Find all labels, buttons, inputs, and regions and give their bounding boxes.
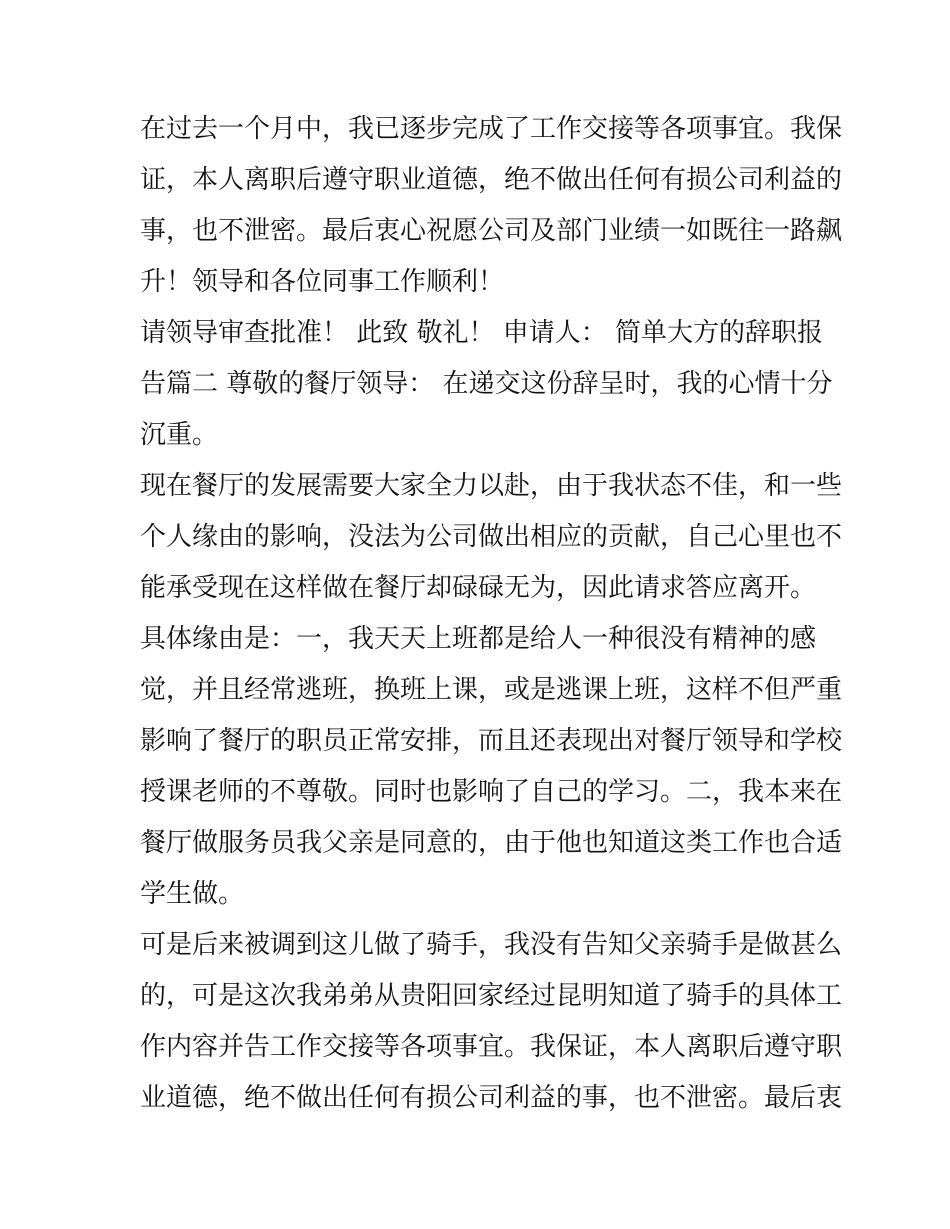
text-line: 现在餐厅的发展需要大家全力以赴，由于我状态不佳，和一些 — [140, 471, 843, 501]
text-line: 的，可是这次我弟弟从贵阳回家经过昆明知道了骑手的具体工 — [140, 981, 843, 1011]
text-line: 影响了餐厅的职员正常安排，而且还表现出对餐厅领导和学校 — [140, 726, 843, 756]
text-line: 能承受现在这样做在餐厅却碌碌无为，因此请求答应离开。 — [140, 573, 817, 603]
text-line: 个人缘由的影响，没法为公司做出相应的贡献，自己心里也不 — [140, 522, 843, 552]
text-line: 学生做。 — [140, 879, 245, 909]
text-line: 证，本人离职后遵守职业道德，绝不做出任何有损公司利益的 — [140, 165, 843, 195]
text-line: 请领导审查批准！ 此致 敬礼！ 申请人： 简单大方的辞职报 — [140, 318, 824, 348]
text-line: 餐厅做服务员我父亲是同意的，由于他也知道这类工作也合适 — [140, 828, 843, 858]
text-line: 觉，并且经常逃班，换班上课，或是逃课上班，这样不但严重 — [140, 675, 843, 705]
text-line: 在过去一个月中，我已逐步完成了工作交接等各项事宜。我保 — [140, 114, 843, 144]
text-line: 沉重。 — [140, 420, 219, 450]
text-line: 业道德，绝不做出任何有损公司利益的事，也不泄密。最后衷 — [140, 1083, 843, 1113]
text-line: 具体缘由是：一，我天天上班都是给人一种很没有精神的感 — [140, 624, 817, 654]
text-line: 告篇二 尊敬的餐厅领导： 在递交这份辞呈时，我的心情十分 — [140, 369, 833, 399]
document-body — [140, 104, 843, 1124]
text-line: 升！领导和各位同事工作顺利！ — [140, 267, 505, 297]
text-line: 事，也不泄密。最后衷心祝愿公司及部门业绩一如既往一路飙 — [140, 216, 843, 246]
text-line: 可是后来被调到这儿做了骑手，我没有告知父亲骑手是做甚么 — [140, 930, 843, 960]
text-line: 授课老师的不尊敬。同时也影响了自己的学习。二，我本来在 — [140, 777, 843, 807]
text-line: 作内容并告工作交接等各项事宜。我保证，本人离职后遵守职 — [140, 1032, 843, 1062]
